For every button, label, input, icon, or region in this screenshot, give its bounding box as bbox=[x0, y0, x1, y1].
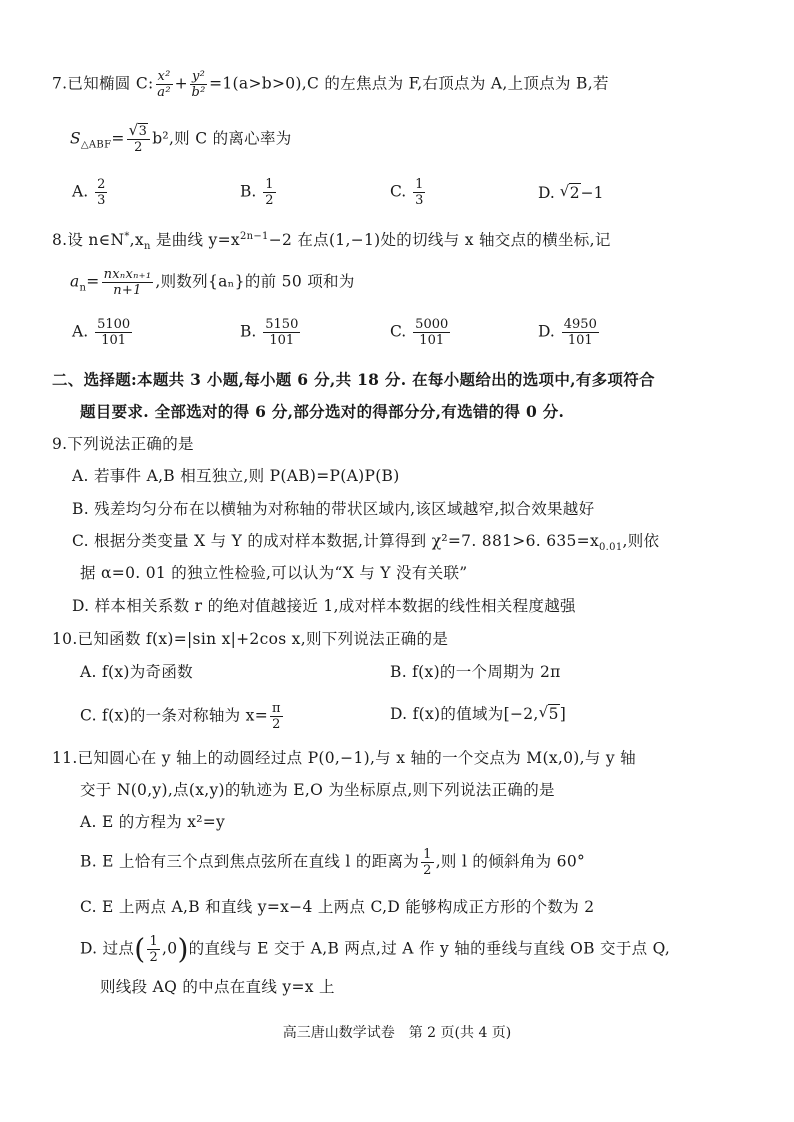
q7-stem-line2: $S_{\triangle ABF}=$ √ $\frac{3}{2}$ b²,则 C 的离心率为 bbox=[70, 125, 292, 154]
q7-stem-line1: 7.已知椭圆 C: $\frac{\text{x²}}{\text{a²}}$ + $\frac{\text{y²}}{\text{b²}}$ =1(a>b>0),C 的左焦点为 F,右顶点为 A,上顶点为 B,若 bbox=[52, 69, 609, 100]
q11-option-b[interactable]: B. E 上恰有三个点到焦点弦所在直线 l 的距离为 $\frac{1}{2}$ ,则 l 的倾斜角为 60° bbox=[80, 847, 586, 878]
q10-option-c[interactable]: C. f(x)的一条对称轴为 x= $\frac{\pi}{2}$ bbox=[80, 701, 281, 732]
q7-option-d[interactable]: D. √ 2−1 bbox=[538, 184, 603, 202]
q9-option-d[interactable]: D. 样本相关系数 r 的绝对值越接近 1,成对样本数据的线性相关程度越强 bbox=[72, 597, 576, 615]
q7-option-c[interactable]: C. $\frac{1}{3}$ bbox=[390, 177, 424, 208]
section2-heading-line2: 题目要求. 全部选对的得 6 分,部分选对的得部分分,有选错的得 0 分. bbox=[80, 402, 565, 421]
q8-option-c[interactable]: C. $\frac{5000}{101}$ bbox=[390, 317, 449, 348]
q7-x-fraction: $\frac{\text{x²}}{\text{a²}}$ bbox=[157, 69, 171, 100]
q9-stem: 9.下列说法正确的是 bbox=[52, 435, 194, 453]
q7-option-b[interactable]: B. $\frac{1}{2}$ bbox=[240, 177, 274, 208]
q10-stem: 10.已知函数 f(x)=|sin x|+2cos x,则下列说法正确的是 bbox=[52, 630, 449, 648]
q10-option-d[interactable]: D. f(x)的值域为[−2,√ 5] bbox=[390, 702, 566, 724]
q11-option-d-line1[interactable]: D. 过点( $\frac{1}{2}$ ,0)的直线与 E 交于 A,B 两点,过 A 作 y 轴的垂线与直线 OB 交于点 Q, bbox=[80, 932, 671, 966]
q7-area-fraction: √ $\frac{3}{2}$ bbox=[127, 125, 151, 154]
q7-y-fraction: $\frac{\text{y²}}{\text{b²}}$ bbox=[191, 69, 206, 100]
q8-option-b[interactable]: B. $\frac{5150}{101}$ bbox=[240, 317, 299, 348]
q11-stem-line1: 11.已知圆心在 y 轴上的动圆经过点 P(0,−1),与 x 轴的一个交点为 M(x,0),与 y 轴 bbox=[52, 749, 636, 767]
q7-option-a[interactable]: A. $\frac{2}{3}$ bbox=[72, 177, 106, 208]
q10-option-a[interactable]: A. f(x)为奇函数 bbox=[80, 663, 193, 681]
q8-an-fraction: $\frac{\text{nxₙxₙ₊₁}}{n+1}$ bbox=[103, 267, 152, 298]
q7-eq-rest: =1(a>b>0),C 的左焦点为 F,右顶点为 A,上顶点为 B,若 bbox=[209, 74, 609, 93]
q10-option-b[interactable]: B. f(x)的一个周期为 2π bbox=[390, 663, 561, 681]
q8-stem-line2: $a_n=$ $\frac{\text{nxₙxₙ₊₁}}{n+1}$ ,则数列{aₙ}的前 50 项和为 bbox=[70, 267, 355, 298]
q9-option-a[interactable]: A. 若事件 A,B 相互独立,则 P(AB)=P(A)P(B) bbox=[72, 467, 400, 485]
q11-option-a[interactable]: A. E 的方程为 x²=y bbox=[80, 813, 226, 831]
q9-option-b[interactable]: B. 残差均匀分布在以横轴为对称轴的带状区域内,该区域越窄,拟合效果越好 bbox=[72, 500, 595, 518]
q7-lead: 7.已知椭圆 C: bbox=[52, 74, 154, 93]
q11-option-d-line2: 则线段 AQ 的中点在直线 y=x 上 bbox=[100, 978, 335, 996]
section2-heading-line1: 二、选择题:本题共 3 小题,每小题 6 分,共 18 分. 在每小题给出的选项中,有多项符合 bbox=[52, 370, 655, 389]
q8-stem-line1: 8.设 $n\in N^*,x_n$ 是曲线 $y=x^{2n-1}-2$ 在点(1,−1)处的切线与 x 轴交点的横坐标,记 bbox=[52, 231, 611, 252]
q8-option-a[interactable]: A. $\frac{5100}{101}$ bbox=[72, 317, 131, 348]
q9-option-c-line1[interactable]: C. 根据分类变量 X 与 Y 的成对样本数据,计算得到 χ²=7. 881>6. $635=x_{0.01}$,则依 bbox=[72, 532, 660, 553]
q9-option-c-line2: 据 α=0. 01 的独立性检验,可以认为“X 与 Y 没有关联” bbox=[80, 564, 468, 582]
q11-option-c[interactable]: C. E 上两点 A,B 和直线 y=x−4 上两点 C,D 能够构成正方形的个数为 2 bbox=[80, 898, 595, 916]
page-footer: 高三唐山数学试卷 第 2 页(共 4 页) bbox=[282, 1025, 512, 1041]
q11-stem-line2: 交于 N(0,y),点(x,y)的轨迹为 E,O 为坐标原点,则下列说法正确的是 bbox=[80, 781, 555, 799]
q8-option-d[interactable]: D. $\frac{4950}{101}$ bbox=[538, 317, 597, 348]
